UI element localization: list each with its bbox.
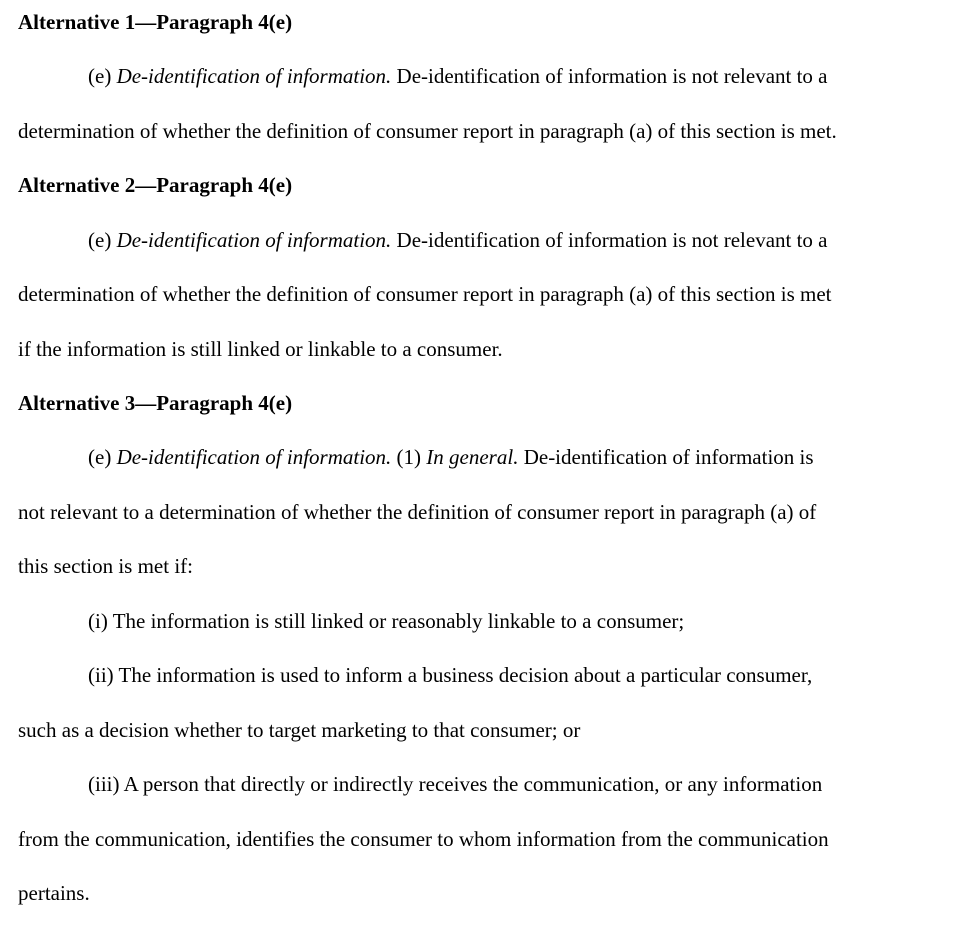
alt2-paragraph-line-1 <box>18 230 828 251</box>
alt3-paragraph-line-2: not relevant to a determination of whether the definition of consumer report in paragraph (a) of <box>18 500 817 524</box>
alt2-paragraph-line-2: determination of whether the definition of consumer report in paragraph (a) of this section is met <box>18 282 832 306</box>
alt1-paragraph-line-2: determination of whether the definition of consumer report in paragraph (a) of this section is met. <box>18 119 837 143</box>
alt3-item-iii-line-1: (iii) A person that directly or indirectly receives the communication, or any information <box>88 772 823 796</box>
alt3-sub-prefix: (1) <box>391 445 427 469</box>
alt3-line1-rest: De-identification of information is <box>518 445 814 469</box>
alt2-line1-rest: De-identification of information is not relevant to a <box>391 228 828 252</box>
alternative-1-heading: Alternative 1—Paragraph 4(e) <box>18 10 293 34</box>
alt3-title: De-identification of information. <box>116 445 392 469</box>
alternative-2-heading: Alternative 2—Paragraph 4(e) <box>18 173 293 197</box>
alternative-3-heading: Alternative 3—Paragraph 4(e) <box>18 391 293 415</box>
alt3-paragraph-line-1 <box>18 447 814 468</box>
alt1-prefix: (e) <box>88 64 117 88</box>
alt3-paragraph-line-3: this section is met if: <box>18 554 193 578</box>
alt2-paragraph-line-3: if the information is still linked or linkable to a consumer. <box>18 337 503 361</box>
alt1-paragraph-line-1 <box>18 66 828 87</box>
alt1-line1-rest: De-identification of information is not relevant to a <box>391 64 828 88</box>
alt3-item-i: (i) The information is still linked or reasonably linkable to a consumer; <box>88 609 685 633</box>
alt2-title: De-identification of information. <box>116 228 392 252</box>
alt3-item-ii-line-1: (ii) The information is used to inform a business decision about a particular consumer, <box>88 663 813 687</box>
alt1-title: De-identification of information. <box>116 64 392 88</box>
alt2-prefix: (e) <box>88 228 117 252</box>
alt3-prefix: (e) <box>88 445 117 469</box>
alt3-item-ii-line-2: such as a decision whether to target marketing to that consumer; or <box>18 718 581 742</box>
alt3-sub-title: In general. <box>426 445 519 469</box>
alt3-item-iii-line-3: pertains. <box>18 881 90 905</box>
alt3-item-iii-line-2: from the communication, identifies the consumer to whom information from the communication <box>18 827 829 851</box>
